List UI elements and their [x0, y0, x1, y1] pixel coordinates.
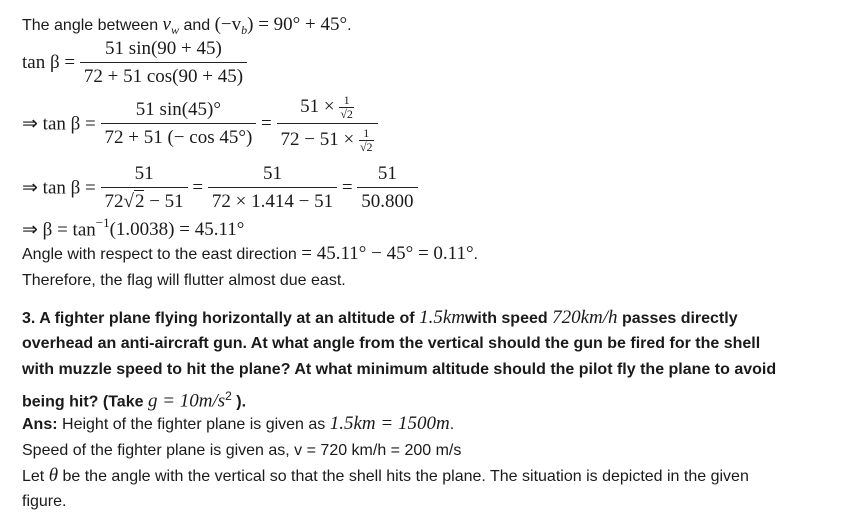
figure-line: figure.	[22, 493, 67, 510]
period: .	[347, 17, 352, 34]
text: The angle between	[22, 17, 163, 34]
numerator: 51	[101, 163, 188, 188]
fraction	[357, 163, 417, 213]
equals: =	[261, 113, 272, 134]
den-text: 72 − 51 ×	[280, 128, 355, 150]
angle-sum: ) = 90° + 45°	[247, 14, 348, 35]
height-math: 1.5km = 1500m	[329, 413, 450, 434]
text: being hit? (Take	[22, 393, 148, 411]
answer-line	[22, 414, 454, 435]
text: be the angle with the vertical so that the shell hits the plane. The situation is depicted in the given	[58, 468, 749, 485]
neg-vb: (−v	[214, 14, 242, 35]
therefore-line: Therefore, the flag will flutter almost due east.	[22, 272, 346, 289]
numerator: 51	[208, 163, 337, 188]
sqrt-arg: 2	[134, 191, 145, 212]
numerator: 1	[359, 127, 374, 141]
denominator: 72 + 51 (− cos 45°)	[104, 127, 253, 148]
denominator	[277, 124, 378, 154]
numerator: 51 sin(90 + 45)	[80, 38, 247, 63]
text: and	[179, 17, 215, 34]
small-fraction	[359, 127, 374, 154]
text: Height of the fighter plane is given as	[57, 416, 330, 433]
text: ).	[231, 393, 247, 411]
numerator	[277, 94, 378, 124]
subscript: w	[170, 23, 179, 38]
fraction	[277, 94, 378, 154]
question-line-1	[22, 305, 847, 332]
question-line-4	[22, 383, 847, 415]
den-text: − 51	[144, 191, 184, 212]
theta: θ	[48, 465, 59, 486]
text: Angle with respect to the east direction	[22, 246, 302, 263]
fraction	[208, 163, 337, 213]
denominator: √2	[340, 107, 353, 121]
equals: =	[341, 177, 353, 198]
small-fraction	[339, 94, 354, 121]
period: .	[449, 416, 455, 433]
denominator: 50.800	[361, 191, 414, 212]
lhs: tan β =	[22, 52, 76, 73]
subscript: b	[241, 23, 248, 38]
numerator: 51	[357, 163, 417, 188]
angle-statement	[22, 15, 352, 40]
equals: =	[192, 177, 204, 198]
beta-text: ⇒ β = tan	[22, 219, 96, 241]
superscript: −1	[95, 215, 110, 230]
angle-math: = 45.11° − 45° = 0.11°	[301, 243, 474, 264]
beta-value: (1.0038) = 45.11°	[109, 218, 245, 240]
lhs: ⇒ tan β =	[22, 177, 96, 199]
denominator: 72 + 51 cos(90 + 45)	[83, 66, 244, 87]
num-text: 51 ×	[300, 95, 335, 117]
denominator: 72√2 − 51	[104, 191, 184, 212]
speed-line: Speed of the fighter plane is given as, v = 720 km/h = 200 m/s	[22, 442, 462, 459]
answer-label: Ans:	[22, 416, 58, 433]
g-math: g = 10m/s	[147, 390, 226, 412]
fraction	[101, 163, 188, 213]
let-line	[22, 466, 749, 487]
lhs: ⇒ tan β =	[22, 113, 96, 135]
numerator: 1	[339, 94, 354, 108]
numerator: 51 sin(45)°	[101, 99, 257, 124]
period: .	[473, 246, 478, 263]
denominator: 72 × 1.414 − 51	[211, 191, 334, 212]
angle-east-line	[22, 244, 478, 265]
fraction	[80, 38, 247, 88]
fraction	[101, 99, 257, 149]
denominator: √2	[359, 140, 373, 154]
altitude-math: 1.5km	[419, 307, 465, 328]
equation-beta-result	[22, 215, 244, 241]
equation-step-3	[22, 163, 418, 213]
v-w: v	[162, 14, 171, 35]
equation-tan-beta	[22, 38, 247, 88]
text: passes directly	[617, 310, 738, 327]
den-text: 72	[104, 191, 124, 212]
equation-step-2	[22, 94, 378, 154]
text: 3. A fighter plane flying horizontally at an altitude of	[22, 310, 420, 327]
question-line-3: with muzzle speed to hit the plane? At what minimum altitude should the pilot fly the plane to avoid	[22, 361, 777, 378]
speed-math: 720km/h	[552, 307, 618, 328]
question-line-2: overhead an anti-aircraft gun. At what angle from the vertical should the gun be fired for the shell	[22, 335, 761, 352]
text: Let	[22, 468, 49, 485]
text: with speed	[464, 310, 553, 327]
superscript: 2	[225, 389, 232, 403]
